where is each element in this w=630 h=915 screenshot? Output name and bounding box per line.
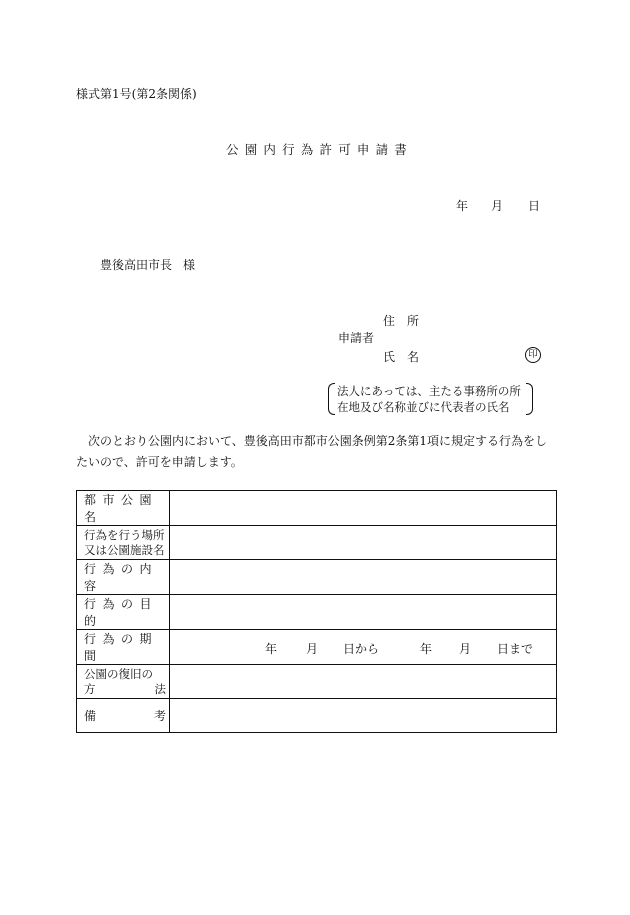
park-name-field[interactable] [170, 491, 557, 526]
period-to-year: 年 [420, 641, 433, 656]
addressee-name: 豊後高田市長 [100, 258, 173, 272]
table-row [77, 526, 557, 560]
table-row [77, 560, 557, 595]
remarks-field[interactable] [170, 699, 557, 733]
addressee-honorific: 様 [183, 258, 196, 272]
table-row [77, 665, 557, 699]
table-row [77, 630, 557, 665]
place-field[interactable] [170, 526, 557, 560]
period-field[interactable] [170, 630, 557, 665]
right-bracket [526, 383, 533, 415]
date-day-label: 日 [528, 199, 541, 213]
corporation-note [328, 383, 533, 415]
period-from-day: 日から [343, 641, 380, 656]
left-bracket [328, 383, 335, 415]
remarks-label: 備 考 [77, 699, 170, 733]
table-row [77, 699, 557, 733]
content-field[interactable] [170, 560, 557, 595]
application-body [76, 431, 556, 473]
restoration-label: 公園の復旧の 方 法 [77, 665, 170, 699]
document-title: 公園内行為許可申請書 [226, 142, 414, 157]
application-table [76, 490, 557, 733]
purpose-field[interactable] [170, 595, 557, 630]
corporation-note-line-2: 在地及び名称並びに代表者の氏名 [337, 400, 510, 414]
seal-mark: 印 [525, 347, 541, 363]
period-from-year: 年 [265, 641, 278, 656]
name-label: 氏名 [383, 350, 432, 364]
period-to-month: 月 [459, 641, 472, 656]
date-month-label: 月 [491, 199, 504, 213]
date-year-label: 年 [456, 199, 469, 213]
table-row [77, 491, 557, 526]
place-label: 行為を行う場所 又は公園施設名 [77, 526, 170, 560]
form-number: 様式第1号(第2条関係) [76, 87, 197, 101]
restoration-field[interactable] [170, 665, 557, 699]
content-label: 行為の内容 [77, 560, 170, 595]
corporation-note-line-1: 法人にあっては、主たる事務所の所 [337, 384, 521, 398]
period-from-month: 月 [306, 641, 319, 656]
period-label: 行為の期間 [77, 630, 170, 665]
period-to-day: 日まで [497, 641, 534, 656]
park-name-label: 都市公園名 [77, 491, 170, 526]
purpose-label: 行為の目的 [77, 595, 170, 630]
application-body-text: 次のとおり公園内において、豊後高田市都市公園条例第2条第1項に規定する行為をしたいので、許可を申請します。 [76, 434, 548, 469]
table-row [77, 595, 557, 630]
addressee [100, 256, 196, 273]
address-label: 住所 [383, 314, 432, 328]
applicant-label: 申請者 [338, 331, 375, 345]
